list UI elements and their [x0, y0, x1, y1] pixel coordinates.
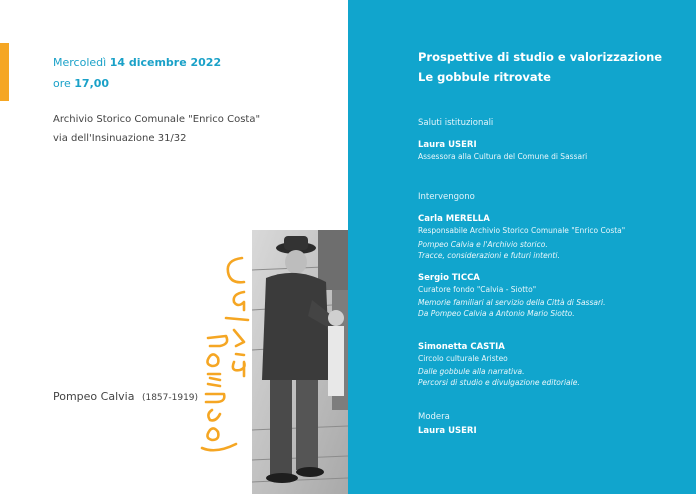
speaker-talk-line2: Tracce, considerazioni e futuri intenti. — [418, 251, 560, 260]
event-time-value: 17,00 — [74, 77, 110, 90]
speaker-talk-line1: Pompeo Calvia e l'Archivio storico. — [418, 240, 548, 249]
moderator-name: Laura USERI — [418, 426, 477, 436]
signature-pompeo-calvia — [196, 238, 256, 460]
speaker-role: Circolo culturale Aristeo — [418, 354, 508, 363]
speaker-name: Sergio TICCA — [418, 273, 480, 283]
moderator-heading: Modera — [418, 412, 450, 422]
speakers-heading: Intervengono — [418, 192, 475, 202]
event-time — [53, 77, 109, 90]
program-subtitle: Le gobbule ritrovate — [418, 70, 551, 84]
speaker-role: Responsabile Archivio Storico Comunale "Enrico Costa" — [418, 226, 626, 235]
speaker-role: Curatore fondo "Calvia - Siotto" — [418, 285, 537, 294]
accent-bar — [0, 43, 9, 101]
person-caption — [53, 390, 198, 403]
greeter-name: Laura USERI — [418, 140, 477, 150]
event-address: via dell'Insinuazione 31/32 — [53, 133, 187, 144]
speaker-talk-line2: Da Pompeo Calvia a Antonio Mario Siotto. — [418, 309, 575, 318]
speaker-talk-line1: Dalle gobbule alla narrativa. — [418, 367, 525, 376]
speaker-name: Simonetta CASTIA — [418, 342, 505, 352]
event-date-value: 14 dicembre 2022 — [109, 56, 222, 69]
event-date — [53, 56, 221, 69]
program-title: Prospettive di studio e valorizzazione — [418, 50, 663, 64]
event-time-prefix: ore — [53, 77, 71, 90]
person-years: (1857-1919) — [141, 393, 199, 403]
speaker-talk-line1: Memorie familiari al servizio della Città di Sassari. — [418, 298, 606, 307]
person-name: Pompeo Calvia — [53, 390, 135, 403]
greeter-role: Assessora alla Cultura del Comune di Sassari — [418, 152, 588, 161]
program-panel — [348, 0, 696, 494]
greetings-heading: Saluti istituzionali — [418, 118, 494, 128]
speaker-talk-line2: Percorsi di studio e divulgazione editoriale. — [418, 378, 580, 387]
speaker-name: Carla MERELLA — [418, 214, 490, 224]
event-venue: Archivio Storico Comunale "Enrico Costa" — [53, 114, 261, 125]
event-weekday: Mercoledì — [53, 56, 107, 69]
historical-photo — [252, 230, 348, 494]
